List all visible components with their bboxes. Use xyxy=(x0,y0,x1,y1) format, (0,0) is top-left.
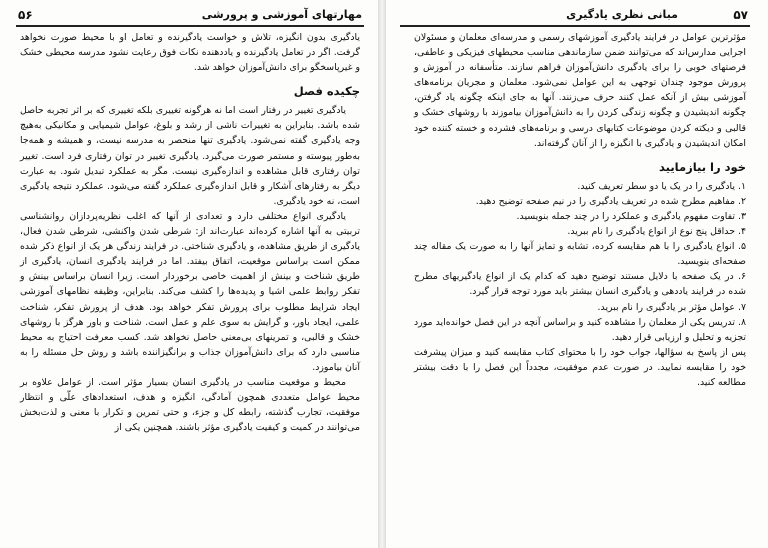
section-title: چکیده فصل xyxy=(293,84,360,99)
exercise-item: ۱. یادگیری را در یک یا دو سطر تعریف کنید. xyxy=(577,180,746,192)
exercise-item: ۶. در یک صفحه با دلایل مستند توضیح دهید که کدام یک از انواع یادگیریهای مطرح شده در فرایند یاددهی و یادگیری انسان بیشتر باید مورد توجه قرار گیرد. xyxy=(414,271,746,298)
exercise-item: ۸. تدریس یکی از معلمان را مشاهده کنید و براساس آنچه در این فصل خوانده‌اید مورد تجزیه و تحلیل و ارزیابی قرار دهید. xyxy=(414,316,746,343)
section-title: خود را بیازمایید xyxy=(658,159,746,174)
exercise-item: ۷. عوامل مؤثر بر یادگیری را نام ببرید. xyxy=(597,301,746,313)
exercise-item: ۲. مفاهیم مطرح شده در تعریف یادگیری را در نیم صفحه توضیح دهید. xyxy=(475,195,746,207)
paragraph: محیط و موقعیت مناسب در یادگیری انسان بسیار مؤثر است. از عوامل علاوه بر محیط عوامل متعددی همچون آمادگی، انگیزه و هدف، استعدادهای علّی و انتظار موفقیت، تجارب گذشته، رابطه کل و جزء، و حتی تمرین و تکرار با معنی و لذت‌بخش می‌توانند در کمیت و کیفیت یادگیری مؤثر باشند. همچنین یکی از xyxy=(20,376,360,434)
running-title: مهارتهای آموزشی و پرورشی xyxy=(201,8,362,21)
paragraph: یادگیری انواع مختلفی دارد و تعدادی از آنها که اغلب نظریه‌پردازان روانشناسی تربیتی به آنها اشاره کرده‌اند عبارت‌اند از: شرطی شدن واکنشی، شرطی شدن فعال، یادگیری از طریق مشاهده، و یادگیری شناختی. در فرایند زندگی هر یک از انواع ذکر شده ممکن است براساس موقعیت، اتفاق بیفتد. اما در فرایند یادگیری انسان، یادگیری از طریق شناخت و بینش از اهمیت خاصی برخوردار است. زیرا انسان براساس بینش و تفکر روابط علمی اشیا و پدیده‌ها را کشف می‌کند. بنابراین، وظیفه نظامهای آموزشی ایجاد شرایط مطلوب برای پرورش تفکر خواهد بود. هدف از پرورش تفکر، شناخت علمی، ایجاد باور، و گرایش به سوی علم و عمل است. شناخت و باور هرگز با روشهای خشک و قالبی، و تمرینهای بی‌معنی حاصل نخواهد شد. کسب معرفت احتیاج به محیط مناسبی دارد که برای دانش‌آموزان جذاب و برانگیزاننده باشد و روش حل مسئله را به آنان بیاموزد. xyxy=(20,210,360,373)
page-body xyxy=(414,30,746,390)
running-header xyxy=(18,6,362,24)
running-header xyxy=(400,6,748,24)
closing-paragraph: پس از پاسخ به سؤالها، جواب خود را با محتوای کتاب مقایسه کنید و میزان پیشرفت خود را مقایسه نمایید. در صورت عدم موفقیت، مجدداً این فصل را با دقت بیشتر مطالعه کنید. xyxy=(414,346,746,388)
exercise-item: ۴. حداقل پنج نوع از انواع یادگیری را نام ببرید. xyxy=(567,226,746,238)
right-page xyxy=(384,0,768,548)
page-number: ۵۶ xyxy=(18,8,33,22)
header-rule xyxy=(16,25,364,27)
page-body xyxy=(20,30,360,435)
exercise-item: ۵. انواع یادگیری را با هم مقایسه کرده، تشابه و تمایز آنها را به صورت یک مقاله چند صفحه‌ای بنویسید. xyxy=(414,241,746,268)
top-paragraph: مؤثرترین عوامل در فرایند یادگیری آموزشهای رسمی و مدرسه‌ای معلمان و مسئولان اجرایی مدارس‌اند که می‌توانند ضمن سازماندهی مناسب محیطهای فیزیکی و عاطفی، فرصتهای خوبی را برای یادگیری دانش‌آموزان فراهم سازند. متأسفانه در آموزش و پرورش موجود چندان توجهی به این عوامل نمی‌شود. معلمان و مجریان برنامه‌های آموزشی بیش از آنکه عمل کنند حرف می‌زنند. آنها به جای اینکه چگونه یاد گرفتن، چگونه اندیشیدن و چگونه زندگی کردن را به دانش‌آموزان بیاموزند با روشهای خشک و قالبی و دیکته کردن موضوعات کتابهای درسی و برنامه‌های فشرده و خسته کننده خود امکان اندیشیدن و یادگیری با انگیزه را از آنان گرفته‌اند. xyxy=(414,32,746,149)
header-rule xyxy=(400,25,750,27)
exercise-list xyxy=(414,179,746,345)
running-title: مبانی نظری یادگیری xyxy=(566,8,678,21)
left-page xyxy=(0,0,381,548)
exercise-item: ۳. تفاوت مفهوم یادگیری و عملکرد را در چند جمله بنویسید. xyxy=(516,210,746,222)
page-number: ۵۷ xyxy=(733,8,748,22)
intro-paragraph: یادگیری بدون انگیزه، تلاش و خواست یادگیرنده و تعامل او با محیط صورت نخواهد گرفت. اگر در تعامل یادگیرنده و یاددهنده نکات فوق رعایت نشود مدرسه محیطی خشک و غیرپاسخگو برای دانش‌آموزان خواهد شد. xyxy=(20,32,360,74)
paragraph: یادگیری تغییر در رفتار است اما نه هرگونه تغییری بلکه تغییری که بر اثر تجربه حاصل شده باشد. بنابراین به تغییرات ناشی از رشد و بلوغ، عوامل شیمیایی و مکانیکی به‌هیچ وجه یادگیری گفته نمی‌شود. یادگیری تنها منحصر به مدرسه نیست، و همیشه و همه‌جا به‌طور پیوسته و مستمر صورت می‌گیرد. یادگیری تغییر در توان رفتاری فرد است. تغییر توان رفتاری قابل مشاهده و اندازه‌گیری نیست. مگر به عملکرد تبدیل شود. به عبارت دیگر به رفتارهای آشکار و قابل اندازه‌گیری عملکرد گفته می‌شود. عملکرد نتیجه یادگیری است، نه خود یادگیری. xyxy=(20,105,360,207)
